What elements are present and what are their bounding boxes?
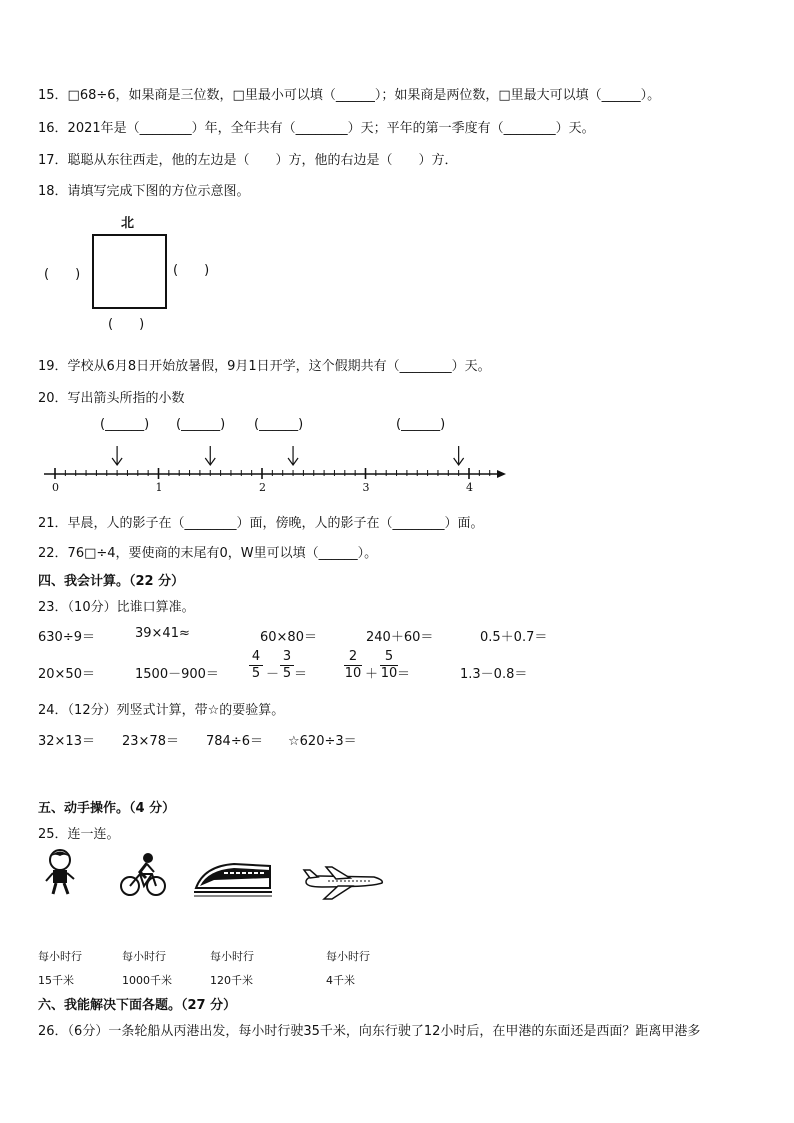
speed-label-1-bottom: 15千米	[38, 974, 74, 987]
compass-square	[92, 234, 167, 309]
down-arrow-icon	[112, 446, 122, 465]
fraction-3-5	[280, 649, 294, 682]
calc-60-80: 60×80＝	[260, 630, 317, 645]
speed-label-3-top: 每小时行	[210, 950, 254, 963]
fraction-4-5	[249, 649, 263, 682]
tick-label: 1	[155, 481, 163, 494]
tick-label: 0	[52, 481, 59, 494]
section-5-heading: 五、动手操作。（4 分）	[38, 801, 176, 816]
calc-05-07: 0.5＋0.7＝	[480, 630, 548, 645]
vertical-calc-2: 23×78＝	[122, 734, 179, 749]
fraction-numerator: 5	[384, 649, 394, 664]
cyclist-illustration	[120, 852, 166, 898]
operator-minus: －	[266, 667, 280, 682]
question-17: 17．聪聪从东往西走，他的左边是（ ）方，他的右边是（ ）方．	[38, 153, 458, 168]
calc-1500-900: 1500－900＝	[135, 667, 219, 682]
fraction-2-10	[344, 649, 362, 682]
speed-label-3-bottom: 120千米	[210, 974, 253, 987]
fraction-denominator: 10	[380, 666, 398, 681]
calc-240-60: 240＋60＝	[366, 630, 434, 645]
down-arrow-icon	[288, 446, 298, 465]
number-line-blank-1: (______)	[100, 417, 150, 432]
compass-left-blank: ( )	[44, 267, 81, 282]
speed-label-4-top: 每小时行	[326, 950, 370, 963]
tick-label: 4	[466, 481, 473, 494]
train-illustration	[194, 858, 274, 898]
down-arrow-icon	[454, 446, 464, 465]
number-line-blank-2: (______)	[176, 417, 226, 432]
compass-bottom-blank: ( )	[108, 317, 145, 332]
tick-label: 3	[362, 481, 370, 494]
question-22: 22．76□÷4，要使商的末尾有0，W里可以填（______）。	[38, 546, 378, 561]
section-4-heading: 四、我会计算。（22 分）	[38, 574, 185, 589]
fraction-numerator: 4	[251, 649, 261, 664]
fraction-numerator: 2	[348, 649, 358, 664]
operator-equals: ＝	[294, 667, 308, 682]
down-arrow-icon	[205, 446, 215, 465]
operator-plus: ＋	[365, 667, 379, 682]
question-26: 26．（6分）一条轮船从丙港出发，每小时行驶35千米，向东行驶了12小时后，在甲港的东面还是西面？距离甲港多	[38, 1024, 701, 1039]
fraction-numerator: 3	[282, 649, 292, 664]
child-walking-illustration	[42, 848, 82, 898]
vertical-calc-3: 784÷6＝	[206, 734, 263, 749]
question-24: 24．（12分）列竖式计算，带☆的要验算。	[38, 703, 285, 718]
speed-label-4-bottom: 4千米	[326, 974, 355, 987]
number-line-blank-3: (______)	[254, 417, 304, 432]
fraction-5-10	[380, 649, 398, 682]
question-15: 15．□68÷6，如果商是三位数，□里最小可以填（______）；如果商是两位数，□里最大可以填（______）。	[38, 88, 661, 103]
speed-label-2-top: 每小时行	[122, 950, 166, 963]
number-line-blank-4: (______)	[396, 417, 446, 432]
fraction-denominator: 5	[251, 666, 261, 681]
question-19: 19．学校从6月8日开始放暑假，9月1日开学，这个假期共有（________）天。	[38, 359, 491, 374]
fraction-denominator: 10	[344, 666, 362, 681]
number-line	[0, 440, 794, 500]
question-16: 16．2021年是（________）年，全年共有（________）天；平年的第一季度有（________）天。	[38, 121, 595, 136]
question-23: 23．（10分）比谁口算准。	[38, 600, 195, 615]
compass-north-label: 北	[121, 216, 135, 231]
section-6-heading: 六、我能解决下面各题。（27 分）	[38, 998, 237, 1013]
question-18: 18．请填写完成下图的方位示意图。	[38, 184, 250, 199]
compass-right-blank: ( )	[173, 263, 210, 278]
question-21: 21．早晨，人的影子在（________）面，傍晚，人的影子在（________）面。	[38, 516, 484, 531]
speed-label-1-top: 每小时行	[38, 950, 82, 963]
calc-13-08: 1.3－0.8＝	[460, 667, 528, 682]
calc-39-41: 39×41≈	[135, 626, 190, 641]
calc-20-50: 20×50＝	[38, 667, 95, 682]
speed-label-2-bottom: 1000千米	[122, 974, 172, 987]
vertical-calc-1: 32×13＝	[38, 734, 95, 749]
calc-630-9: 630÷9＝	[38, 630, 95, 645]
question-25: 25．连一连。	[38, 827, 120, 842]
vertical-calc-4: ☆620÷3＝	[288, 734, 357, 749]
question-20: 20．写出箭头所指的小数	[38, 391, 185, 406]
airplane-illustration	[302, 866, 386, 900]
tick-label: 2	[259, 481, 266, 494]
fraction-denominator: 5	[282, 666, 292, 681]
operator-equals: ＝	[397, 667, 411, 682]
